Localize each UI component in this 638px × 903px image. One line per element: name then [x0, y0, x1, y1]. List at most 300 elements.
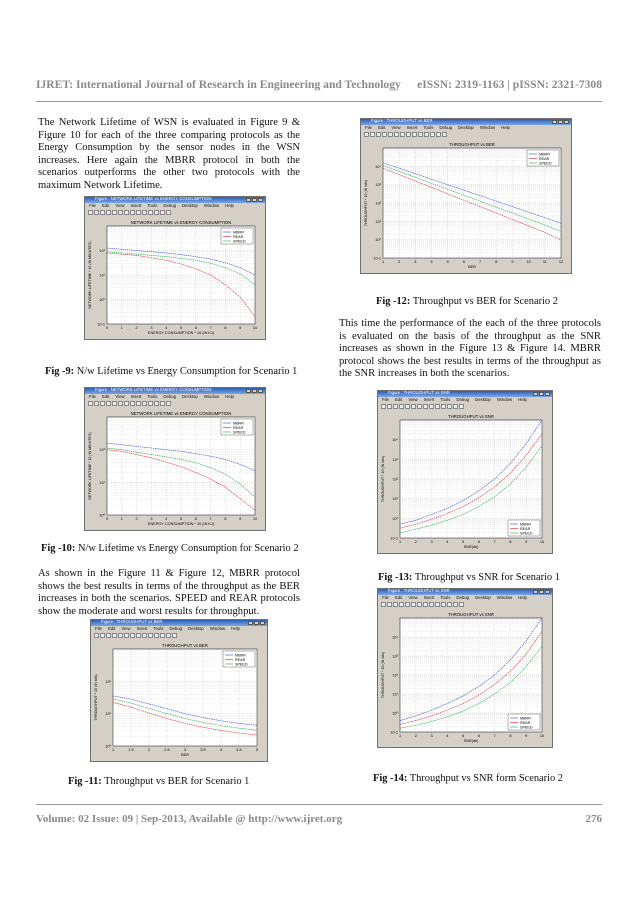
x-tick-label: 7 — [209, 326, 212, 330]
y-tick-label: 10⁰ — [392, 711, 398, 716]
window-title-bar — [361, 119, 571, 125]
colorbar-icon[interactable] — [436, 132, 441, 137]
pan-icon[interactable] — [130, 210, 135, 215]
print-icon[interactable] — [106, 401, 111, 406]
x-tick-label: 3 — [150, 326, 153, 330]
menu-edit[interactable]: Edit — [107, 626, 116, 631]
zoom-in-icon[interactable] — [118, 401, 123, 406]
x-tick-label: 8 — [224, 326, 227, 330]
maximize-icon[interactable] — [539, 392, 544, 397]
x-tick-label: 1 — [120, 517, 123, 521]
menu-desktop[interactable]: Desktop — [182, 203, 198, 208]
legend-label: REAR — [233, 425, 244, 430]
y-tick-label: 10² — [392, 673, 398, 678]
close-icon[interactable] — [260, 621, 265, 626]
maximize-icon[interactable] — [558, 120, 563, 125]
legend-icon[interactable] — [459, 602, 464, 607]
y-axis-label: THROUGHPUT * 10 (IN bits) — [94, 674, 98, 721]
zoom-out-icon[interactable] — [124, 401, 129, 406]
window-title-bar — [85, 197, 265, 203]
menu-view[interactable]: View — [115, 394, 125, 399]
menu-view[interactable]: View — [408, 397, 418, 402]
minimize-icon[interactable] — [533, 392, 538, 397]
y-axis-label: THROUGHPUT * 10 (IN bits) — [364, 179, 368, 227]
close-icon[interactable] — [258, 198, 263, 203]
right-paragraph-1: This time the performance of the each of the three protocols is evaluated on the basis of the throughput as the SNR increases as shown in the Figure 13 & Figure 14. MBRR protocol shows the best results in terms of the throughput as the SNR increases in both the scenarios. — [339, 318, 601, 380]
menu-help[interactable]: Help — [225, 203, 234, 208]
print-icon[interactable] — [382, 132, 387, 137]
x-tick-label: 10 — [252, 517, 258, 521]
header-rule — [36, 101, 602, 102]
arrow-icon[interactable] — [405, 602, 410, 607]
datacursor-icon[interactable] — [435, 404, 440, 409]
x-axis-label: BER — [468, 265, 476, 269]
open-icon[interactable] — [94, 401, 99, 406]
zoom-in-icon[interactable] — [411, 404, 416, 409]
menu-debug[interactable]: Debug — [163, 203, 177, 208]
chart-title: THROUGHPUT vs BER — [162, 643, 208, 648]
plot-area — [361, 138, 569, 271]
fig11-text: Throughput vs BER for Scenario 1 — [101, 776, 250, 787]
legend-icon[interactable] — [459, 404, 464, 409]
fig13-text: Throughput vs SNR for Scenario 1 — [412, 572, 560, 583]
brush-icon[interactable] — [148, 210, 153, 215]
menu-insert[interactable]: Insert — [423, 397, 435, 402]
link-icon[interactable] — [430, 132, 435, 137]
x-tick-label: 6 — [477, 734, 480, 738]
colorbar-icon[interactable] — [160, 210, 165, 215]
menu-view[interactable]: View — [121, 626, 131, 631]
new-icon[interactable] — [88, 401, 93, 406]
y-tick-label: 10-1 — [390, 730, 398, 735]
x-tick-label: 3 — [414, 260, 417, 264]
figure-10-window — [84, 387, 266, 531]
fig13-label: Fig -13: — [378, 572, 413, 583]
minimize-icon[interactable] — [246, 389, 251, 394]
menu-debug[interactable]: Debug — [456, 397, 470, 402]
colorbar-icon[interactable] — [160, 401, 165, 406]
x-tick-label: 4 — [446, 540, 449, 544]
menu-insert[interactable]: Insert — [130, 203, 142, 208]
page-number: 276 — [585, 813, 602, 825]
x-tick-label: 8 — [509, 734, 512, 738]
y-tick-label: 10³ — [392, 654, 398, 659]
x-tick-label: 0 — [105, 326, 109, 330]
y-tick-label: 10-1 — [373, 256, 381, 261]
y-tick-label: 10⁰ — [99, 298, 105, 302]
rotate-icon[interactable] — [429, 602, 434, 607]
x-tick-label: 3 — [430, 734, 433, 738]
fig11-caption — [68, 776, 249, 787]
x-tick-label: 9 — [511, 260, 514, 264]
x-tick-label: 9 — [239, 517, 242, 521]
menu-edit[interactable]: Edit — [394, 595, 403, 600]
y-axis-label: NETWORK LIFETIME * 10 (IN MINUTES) — [88, 241, 92, 309]
new-icon[interactable] — [94, 633, 99, 638]
brush-icon[interactable] — [424, 132, 429, 137]
save-icon[interactable] — [393, 602, 398, 607]
menu-tools[interactable]: Tools — [153, 626, 164, 631]
minimize-icon[interactable] — [533, 590, 538, 595]
window-title-bar — [378, 391, 552, 397]
new-icon[interactable] — [381, 404, 386, 409]
legend-label: MBRR — [233, 421, 244, 426]
x-tick-label: 10 — [252, 326, 258, 330]
print-icon[interactable] — [106, 210, 111, 215]
y-tick-label: 10¹ — [375, 219, 381, 224]
x-tick-label: 4 — [165, 517, 168, 521]
x-tick-label: 7 — [209, 517, 212, 521]
rotate-icon[interactable] — [136, 401, 141, 406]
menu-view[interactable]: View — [408, 595, 418, 600]
chart-title: THROUGHPUT vs SNR — [448, 414, 494, 419]
y-axis-label: THROUGHPUT * 10 (IN bits) — [381, 651, 385, 699]
menu-file[interactable]: File — [95, 626, 102, 631]
menu-help[interactable]: Help — [518, 595, 527, 600]
x-tick-label: 0 — [105, 517, 109, 521]
legend-label: MBRR — [235, 653, 246, 658]
x-tick-label: 4 — [219, 748, 223, 752]
menu-window[interactable]: Window — [479, 125, 496, 130]
menu-tools[interactable]: Tools — [147, 394, 158, 399]
menu-tools[interactable]: Tools — [440, 595, 451, 600]
save-icon[interactable] — [100, 210, 105, 215]
figure-14-window — [377, 588, 553, 748]
rotate-icon[interactable] — [412, 132, 417, 137]
menu-view[interactable]: View — [391, 125, 401, 130]
legend-icon[interactable] — [166, 401, 171, 406]
close-icon[interactable] — [545, 392, 550, 397]
arrow-icon[interactable] — [405, 404, 410, 409]
print-icon[interactable] — [112, 633, 117, 638]
menu-tools[interactable]: Tools — [147, 203, 158, 208]
close-icon[interactable] — [545, 590, 550, 595]
x-tick-label: 1 — [398, 540, 402, 544]
menu-insert[interactable]: Insert — [423, 595, 435, 600]
minimize-icon[interactable] — [552, 120, 557, 125]
x-tick-label: 1 — [398, 734, 402, 738]
x-tick-label: 2 — [135, 326, 138, 330]
zoom-out-icon[interactable] — [124, 210, 129, 215]
running-footer — [36, 813, 602, 825]
legend-icon[interactable] — [442, 132, 447, 137]
brush-icon[interactable] — [441, 404, 446, 409]
chart-title: NETWORK LIFETIME vs ENERGY CONSUMPTION — [130, 411, 232, 416]
y-tick-label: 10¹ — [99, 480, 105, 485]
legend-label: REAR — [539, 156, 550, 161]
legend-label: SPEED — [233, 239, 246, 244]
menu-edit[interactable]: Edit — [377, 125, 386, 130]
zoom-out-icon[interactable] — [400, 132, 405, 137]
maximize-icon[interactable] — [252, 198, 257, 203]
open-icon[interactable] — [94, 210, 99, 215]
maximize-icon[interactable] — [252, 389, 257, 394]
new-icon[interactable] — [381, 602, 386, 607]
rotate-icon[interactable] — [142, 633, 147, 638]
close-icon[interactable] — [258, 389, 263, 394]
figure-9-window — [84, 196, 266, 340]
menu-window[interactable]: Window — [203, 203, 220, 208]
x-tick-label: 5 — [179, 517, 183, 521]
x-tick-label: 10 — [539, 540, 545, 544]
y-tick-label: 10⁰ — [99, 513, 105, 518]
x-axis-label: SNR(db) — [463, 545, 479, 549]
window-title-bar — [378, 589, 552, 595]
plot-area — [85, 216, 263, 337]
y-tick-label: 10⁰ — [105, 744, 111, 749]
fig9-label: Fig -9: — [45, 366, 75, 377]
menu-debug[interactable]: Debug — [439, 125, 453, 130]
figure-toolbar — [91, 632, 267, 639]
menu-desktop[interactable]: Desktop — [188, 626, 204, 631]
fig13-caption — [378, 572, 560, 583]
link-icon[interactable] — [447, 404, 452, 409]
datacursor-icon[interactable] — [148, 633, 153, 638]
fig14-text: Throughput vs SNR form Scenario 2 — [407, 773, 564, 784]
datacursor-icon[interactable] — [142, 401, 147, 406]
zoom-out-icon[interactable] — [417, 602, 422, 607]
colorbar-icon[interactable] — [453, 602, 458, 607]
y-tick-label: 10² — [99, 448, 105, 453]
y-tick-label: 10-1 — [390, 536, 398, 541]
menu-file[interactable]: File — [382, 595, 389, 600]
rotate-icon[interactable] — [429, 404, 434, 409]
menu-insert[interactable]: Insert — [130, 394, 142, 399]
x-tick-label: 2 — [414, 734, 417, 738]
window-title: Figure : THROUGHPUT vs SNR — [388, 588, 450, 593]
colorbar-icon[interactable] — [453, 404, 458, 409]
menu-window[interactable]: Window — [209, 626, 226, 631]
zoom-in-icon[interactable] — [394, 132, 399, 137]
link-icon[interactable] — [447, 602, 452, 607]
datacursor-icon[interactable] — [435, 602, 440, 607]
window-title: Figure : THROUGHPUT vs BER — [101, 619, 163, 624]
open-icon[interactable] — [100, 633, 105, 638]
x-axis-label: ENERGY CONSUMPTION * 10 (IN KJ) — [147, 331, 215, 335]
legend-label: MBRR — [539, 152, 550, 157]
x-tick-label: 2.5 — [164, 748, 170, 752]
legend-label: SPEED — [235, 662, 248, 667]
legend-label: SPEED — [233, 430, 246, 435]
x-tick-label: 5 — [446, 260, 449, 264]
x-tick-label: 2 — [414, 540, 417, 544]
fig10-label: Fig -10: — [41, 543, 76, 554]
y-tick-label: 10⁴ — [392, 635, 398, 640]
y-axis-label: THROUGHPUT * 10 (IN bits) — [381, 455, 385, 503]
menu-window[interactable]: Window — [496, 397, 513, 402]
y-axis-label: NETWORK LIFETIME * 10 (IN MINUTES) — [88, 432, 92, 500]
fig12-text: Throughput vs BER for Scenario 2 — [410, 296, 558, 307]
brush-icon[interactable] — [148, 401, 153, 406]
open-icon[interactable] — [370, 132, 375, 137]
legend-icon[interactable] — [172, 633, 177, 638]
menu-file[interactable]: File — [89, 394, 96, 399]
pan-icon[interactable] — [136, 633, 141, 638]
pan-icon[interactable] — [130, 401, 135, 406]
zoom-in-icon[interactable] — [411, 602, 416, 607]
x-tick-label: 4.5 — [236, 748, 242, 752]
menu-edit[interactable]: Edit — [101, 394, 110, 399]
close-icon[interactable] — [564, 120, 569, 125]
menu-desktop[interactable]: Desktop — [458, 125, 474, 130]
menu-tools[interactable]: Tools — [440, 397, 451, 402]
legend-label: MBRR — [233, 230, 244, 235]
menu-help[interactable]: Help — [501, 125, 510, 130]
pan-icon[interactable] — [423, 404, 428, 409]
legend-label: REAR — [520, 526, 531, 531]
y-tick-label: 10² — [392, 477, 398, 482]
menu-edit[interactable]: Edit — [394, 397, 403, 402]
footer-rule — [36, 804, 602, 805]
issn: eISSN: 2319-1163 | pISSN: 2321-7308 — [417, 78, 602, 91]
y-tick-label: 10² — [375, 201, 381, 206]
legend-label: MBRR — [520, 716, 531, 721]
y-tick-label: 10-1 — [97, 322, 105, 327]
minimize-icon[interactable] — [246, 198, 251, 203]
figure-toolbar — [378, 601, 552, 608]
arrow-icon[interactable] — [388, 132, 393, 137]
colorbar-icon[interactable] — [166, 633, 171, 638]
maximize-icon[interactable] — [254, 621, 259, 626]
left-paragraph-1: The Network Lifetime of WSN is evaluated in Figure 9 & Figure 10 for each of the three comparing protocols as the Energy Consumption by the sensor nodes in the WSN increases. Here again the MBRR protocol in both the scenarios outperforms the other two protocols with the maximum Network Lifetime. — [38, 117, 300, 191]
menu-help[interactable]: Help — [225, 394, 234, 399]
arrow-icon[interactable] — [112, 210, 117, 215]
figure-11-window — [90, 619, 268, 762]
x-tick-label: 7 — [493, 540, 496, 544]
pan-icon[interactable] — [406, 132, 411, 137]
menu-debug[interactable]: Debug — [169, 626, 183, 631]
plot-area — [378, 410, 550, 551]
x-tick-label: 3.5 — [200, 748, 206, 752]
x-tick-label: 6 — [477, 540, 480, 544]
x-tick-label: 6 — [194, 326, 197, 330]
x-tick-label: 2 — [147, 748, 151, 752]
link-icon[interactable] — [154, 210, 159, 215]
y-tick-label: 10¹ — [392, 692, 398, 697]
menu-file[interactable]: File — [89, 203, 96, 208]
x-axis-label: SNR(db) — [463, 739, 479, 743]
link-icon[interactable] — [154, 401, 159, 406]
print-icon[interactable] — [399, 602, 404, 607]
legend-label: REAR — [233, 234, 244, 239]
window-title: Figure : THROUGHPUT vs SNR — [388, 390, 450, 395]
arrow-icon[interactable] — [118, 633, 123, 638]
print-icon[interactable] — [399, 404, 404, 409]
x-tick-label: 9 — [525, 540, 528, 544]
menu-tools[interactable]: Tools — [423, 125, 434, 130]
menu-view[interactable]: View — [115, 203, 125, 208]
legend-icon[interactable] — [166, 210, 171, 215]
menu-window[interactable]: Window — [203, 394, 220, 399]
legend-label: SPEED — [520, 725, 533, 730]
running-header — [36, 78, 602, 91]
x-tick-label: 3 — [430, 540, 433, 544]
brush-icon[interactable] — [154, 633, 159, 638]
figure-toolbar — [85, 400, 265, 407]
menu-file[interactable]: File — [365, 125, 372, 130]
fig14-caption — [373, 773, 563, 784]
x-tick-label: 5 — [179, 326, 183, 330]
zoom-out-icon[interactable] — [417, 404, 422, 409]
datacursor-icon[interactable] — [418, 132, 423, 137]
new-icon[interactable] — [88, 210, 93, 215]
maximize-icon[interactable] — [539, 590, 544, 595]
x-tick-label: 5 — [255, 748, 259, 752]
menu-debug[interactable]: Debug — [163, 394, 177, 399]
menu-help[interactable]: Help — [518, 397, 527, 402]
zoom-out-icon[interactable] — [130, 633, 135, 638]
y-tick-label: 10⁰ — [392, 516, 398, 521]
menu-desktop[interactable]: Desktop — [475, 595, 491, 600]
x-tick-label: 7 — [479, 260, 482, 264]
fig10-text: N/w Lifetime vs Energy Consumption for Scenario 2 — [75, 543, 299, 554]
x-tick-label: 2 — [135, 517, 138, 521]
save-icon[interactable] — [106, 633, 111, 638]
y-tick-label: 10³ — [375, 183, 381, 188]
x-tick-label: 2 — [398, 260, 401, 264]
new-icon[interactable] — [364, 132, 369, 137]
x-axis-label: ENERGY CONSUMPTION * 10 (IN KJ) — [147, 522, 215, 526]
x-axis-label: BER — [181, 753, 189, 757]
fig12-caption — [376, 296, 558, 307]
x-tick-label: 9 — [239, 326, 242, 330]
menu-debug[interactable]: Debug — [456, 595, 470, 600]
brush-icon[interactable] — [441, 602, 446, 607]
y-tick-label: 10¹ — [105, 712, 111, 717]
menu-insert[interactable]: Insert — [406, 125, 418, 130]
fig9-caption — [45, 366, 297, 377]
legend-label: SPEED — [539, 161, 552, 166]
figure-12-window — [360, 118, 572, 274]
x-tick-label: 4 — [165, 326, 168, 330]
pan-icon[interactable] — [423, 602, 428, 607]
save-icon[interactable] — [393, 404, 398, 409]
fig9-text: N/w Lifetime vs Energy Consumption for Scenario 1 — [74, 366, 298, 377]
menu-help[interactable]: Help — [231, 626, 240, 631]
datacursor-icon[interactable] — [142, 210, 147, 215]
x-tick-label: 5 — [462, 540, 465, 544]
open-icon[interactable] — [387, 602, 392, 607]
y-tick-label: 10³ — [392, 457, 398, 462]
save-icon[interactable] — [100, 401, 105, 406]
x-tick-label: 11 — [542, 260, 547, 264]
x-tick-label: 3 — [150, 517, 153, 521]
y-tick-label: 10² — [105, 679, 111, 684]
y-tick-label: 10¹ — [99, 273, 105, 278]
x-tick-label: 6 — [462, 260, 465, 264]
fig11-label: Fig -11: — [68, 776, 102, 787]
open-icon[interactable] — [387, 404, 392, 409]
chart-title: THROUGHPUT vs BER — [449, 142, 495, 147]
menu-desktop[interactable]: Desktop — [182, 394, 198, 399]
menu-edit[interactable]: Edit — [101, 203, 110, 208]
link-icon[interactable] — [160, 633, 165, 638]
zoom-in-icon[interactable] — [118, 210, 123, 215]
zoom-in-icon[interactable] — [124, 633, 129, 638]
x-tick-label: 1 — [381, 260, 385, 264]
rotate-icon[interactable] — [136, 210, 141, 215]
x-tick-label: 10 — [526, 260, 531, 264]
menu-insert[interactable]: Insert — [136, 626, 148, 631]
arrow-icon[interactable] — [112, 401, 117, 406]
volume-info: Volume: 02 Issue: 09 | Sep-2013, Available @ http://www.ijret.org — [36, 813, 343, 825]
menu-window[interactable]: Window — [496, 595, 513, 600]
minimize-icon[interactable] — [248, 621, 253, 626]
menu-desktop[interactable]: Desktop — [475, 397, 491, 402]
save-icon[interactable] — [376, 132, 381, 137]
menu-file[interactable]: File — [382, 397, 389, 402]
figure-toolbar — [85, 209, 265, 216]
